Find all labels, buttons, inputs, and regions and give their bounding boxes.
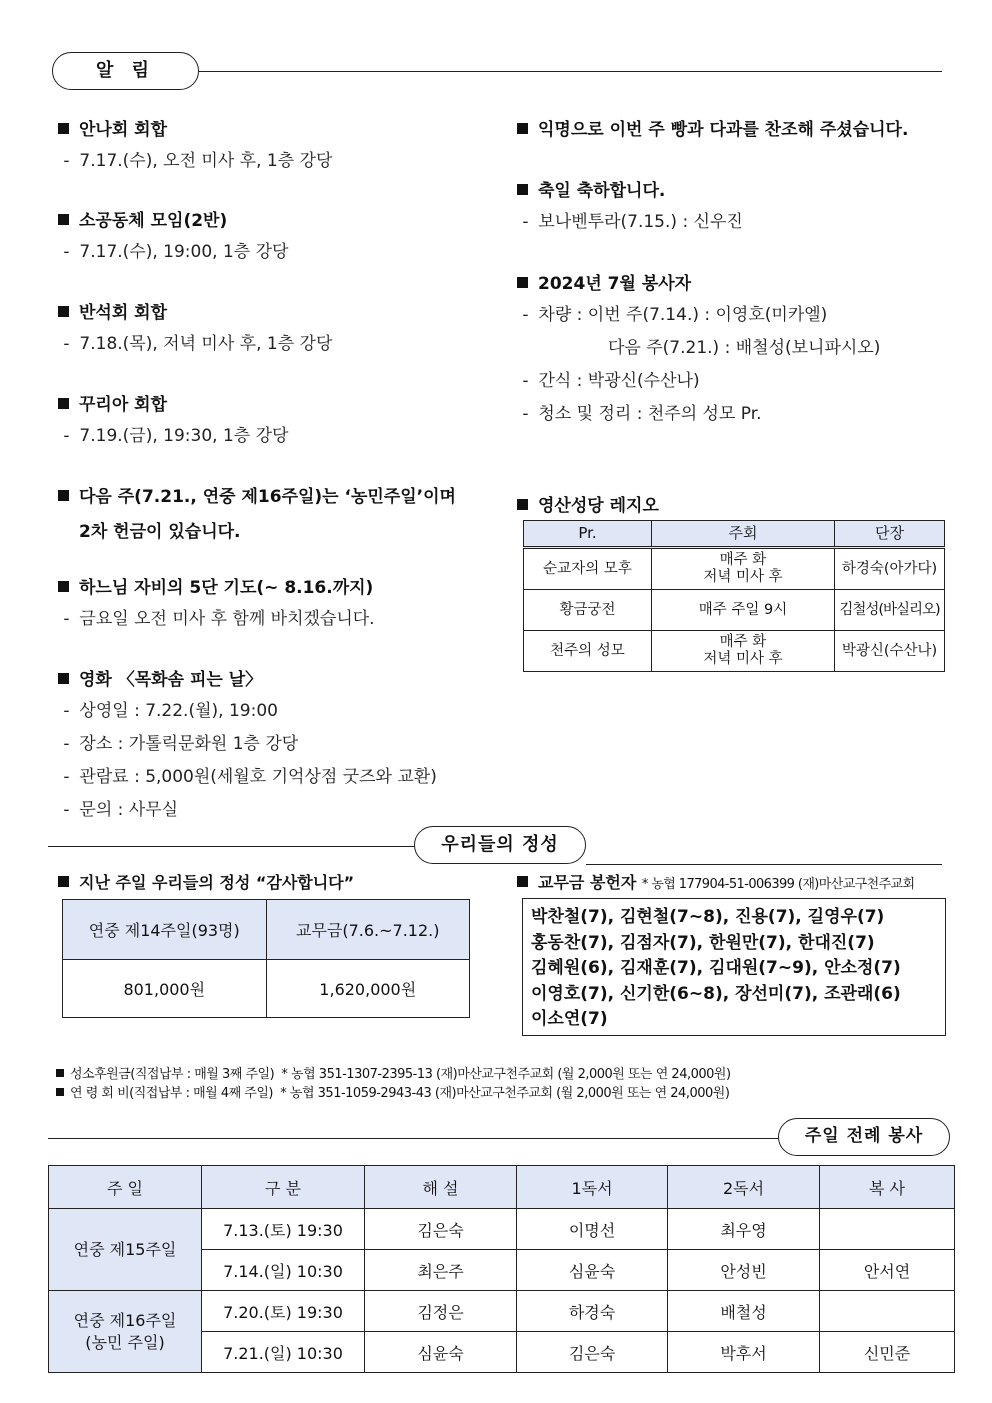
liturgy-week (49, 1291, 202, 1373)
notice-feast: 축일 축하합니다. - 보나벤투라(7.15.) : 신우진 (517, 181, 743, 232)
offering-section-title: 우리들의 정성 (414, 826, 586, 864)
notice-section-title: 알 림 (52, 52, 199, 90)
donors-title (517, 870, 914, 893)
bullet-square-icon (58, 398, 69, 409)
table-row (524, 590, 945, 631)
notice-title: 꾸리아 회합 (79, 395, 168, 415)
notice-title: 2024년 7월 봉사자 (538, 274, 692, 294)
liturgy-time: 7.20.(토) 19:30 (202, 1291, 365, 1332)
liturgy-header-time: 구 분 (202, 1166, 365, 1209)
legio-header-meeting: 주회 (652, 521, 835, 548)
bullet-square-icon (58, 490, 69, 501)
table-row (524, 548, 945, 590)
liturgy-server (820, 1291, 955, 1332)
offering-value-sunday: 801,000원 (63, 960, 267, 1018)
liturgy-header-reading1: 1독서 (517, 1166, 668, 1209)
table-row (49, 1291, 955, 1332)
server-car-next-week: 다음 주(7.21.) : 배철성(보니파시오) (608, 338, 881, 358)
notice-anonymous-donation (517, 115, 908, 140)
server-snack: 간식 : 박광신(수산나) (538, 371, 700, 391)
week-name: 연중 제15주일 (73, 1239, 177, 1259)
meeting-line2: 저녁 미사 후 (703, 651, 783, 667)
legio-meeting (652, 548, 835, 590)
account-note: (직접납부 : 매월 4째 주일) (129, 1086, 273, 1101)
bullet-square-icon (517, 277, 528, 288)
liturgy-reading2: 박후서 (668, 1332, 820, 1373)
notice-anna: 안나회 회합 - 7.17.(수), 오전 미사 후, 1층 강당 (58, 120, 333, 171)
offering-title (58, 870, 354, 893)
liturgy-reading2: 배철성 (668, 1291, 820, 1332)
liturgy-server: 신민준 (820, 1332, 955, 1373)
legio-pr: 순교자의 모후 (524, 548, 652, 590)
liturgy-time: 7.14.(일) 10:30 (202, 1250, 365, 1291)
offering-value-dues: 1,620,000원 (266, 960, 470, 1018)
table-row (49, 1209, 955, 1250)
bullet-square-icon (58, 673, 69, 684)
bullet-square-icon (56, 1069, 64, 1077)
notice-detail: 금요일 오전 미사 후 함께 바치겠습니다. (79, 609, 375, 629)
account-label: 성소후원금 (70, 1067, 131, 1082)
legio-pr: 황금궁전 (524, 590, 652, 631)
liturgy-reading1: 김은숙 (517, 1332, 668, 1373)
notice-detail: 문의 : 사무실 (79, 800, 179, 820)
notice-detail: 7.17.(수), 오전 미사 후, 1층 강당 (79, 151, 333, 171)
notice-movie: 영화 〈목화솜 피는 날〉 - 상영일 : 7.22.(월), 19:00 - 장소 : 가톨릭문화원 1층 강당 - 관람료 : 5,000원(세월호 기억상점 굿즈와 교환) - 문의 : 사무실 (58, 670, 437, 820)
notice-title: 소공동체 모임(2반) (79, 211, 228, 231)
offering-header-sunday: 연중 제14주일(93명) (63, 900, 267, 960)
liturgy-server (820, 1209, 955, 1250)
liturgy-reading1: 이명선 (517, 1209, 668, 1250)
notice-title: 반석회 회합 (79, 303, 168, 323)
account-info: * 농협 351-1059-2943-43 (재)마산교구천주교회 (월 2,000원 또는 연 24,000원) (280, 1086, 730, 1101)
notice-title: 하느님 자비의 5단 기도(~ 8.16.까지) (79, 578, 374, 598)
donor-line: 이소연(7) (531, 1009, 608, 1029)
liturgy-commentary: 김정은 (365, 1291, 517, 1332)
notice-detail: 7.17.(수), 19:00, 1층 강당 (79, 242, 289, 262)
notice-title: 안나회 회합 (79, 120, 168, 140)
liturgy-section-title: 주일 전례 봉사 (778, 1118, 950, 1156)
week-name: 연중 제16주일 (73, 1310, 177, 1330)
notice-title-line2: 2차 헌금이 있습니다. (79, 522, 241, 542)
table-row (524, 631, 945, 672)
liturgy-commentary: 김은숙 (365, 1209, 517, 1250)
bullet-square-icon (517, 184, 528, 195)
meeting-line1: 매주 화 (719, 552, 767, 568)
account-vocation (56, 1063, 731, 1082)
legio-meeting: 매주 주일 9시 (652, 590, 835, 631)
liturgy-header-sunday: 주 일 (49, 1166, 202, 1209)
donor-line: 박찬철(7), 김현철(7~8), 진용(7), 길영우(7) (531, 907, 885, 927)
notice-detail: 상영일 : 7.22.(월), 19:00 (79, 701, 278, 721)
liturgy-reading1: 하경숙 (517, 1291, 668, 1332)
notice-title: 익명으로 이번 주 빵과 다과를 찬조해 주셨습니다. (538, 120, 909, 140)
divider (586, 864, 942, 865)
donors-account: * 농협 177904-51-006399 (재)마산교구천주교회 (641, 877, 915, 892)
notice-farmers-sunday (58, 482, 456, 542)
bullet-square-icon (58, 876, 69, 887)
donor-line: 홍동찬(7), 김점자(7), 한원만(7), 한대진(7) (531, 932, 875, 953)
legio-table (523, 520, 945, 672)
liturgy-table (48, 1165, 955, 1373)
legio-title-text: 영산성당 레지오 (538, 496, 659, 516)
donor-line: 김혜원(6), 김재훈(7), 김대원(7~9), 안소정(7) (531, 958, 901, 978)
liturgy-header-server: 복 사 (820, 1166, 955, 1209)
liturgy-week (49, 1209, 202, 1291)
liturgy-reading2: 최우영 (668, 1209, 820, 1250)
legio-header-leader: 단장 (835, 521, 945, 548)
legio-leader: 박광신(수산나) (835, 631, 945, 672)
account-info: * 농협 351-1307-2395-13 (재)마산교구천주교회 (월 2,000원 또는 연 24,000원) (281, 1067, 731, 1082)
notice-title: 다음 주(7.21., 연중 제16주일)는 ‘농민주일’이며 (79, 487, 456, 507)
liturgy-time: 7.21.(일) 10:30 (202, 1332, 365, 1373)
account-note: (직접납부 : 매월 3째 주일) (130, 1067, 275, 1082)
liturgy-commentary: 최은주 (365, 1250, 517, 1291)
notice-divine-mercy: 하느님 자비의 5단 기도(~ 8.16.까지) - 금요일 오전 미사 후 함께 바치겠습니다. (58, 578, 375, 629)
legio-header-pr: Pr. (524, 521, 652, 548)
notice-detail: 장소 : 가톨릭문화원 1층 강당 (79, 734, 299, 754)
donors-list (522, 898, 946, 1036)
notice-detail: 보나벤투라(7.15.) : 신우진 (538, 212, 743, 232)
divider (199, 71, 942, 72)
meeting-line1: 매주 화 (719, 634, 767, 650)
week-subname: (농민 주일) (85, 1332, 165, 1352)
legio-meeting (652, 631, 835, 672)
liturgy-header-reading2: 2독서 (668, 1166, 820, 1209)
bullet-square-icon (517, 499, 528, 510)
notice-banseok: 반석회 회합 - 7.18.(목), 저녁 미사 후, 1층 강당 (58, 303, 333, 354)
meeting-line2: 저녁 미사 후 (703, 569, 783, 585)
bullet-square-icon (58, 214, 69, 225)
bullet-square-icon (58, 123, 69, 134)
donor-line: 이영호(7), 신기한(6~8), 장선미(7), 조관래(6) (531, 983, 901, 1004)
liturgy-commentary: 심윤숙 (365, 1332, 517, 1373)
server-car-this-week: 차량 : 이번 주(7.14.) : 이영호(미카엘) (538, 305, 828, 325)
bullet-square-icon (56, 1088, 64, 1096)
notice-title: 영화 〈목화솜 피는 날〉 (79, 670, 263, 690)
offering-table (62, 899, 470, 1018)
legio-leader: 하경숙(아가다) (835, 548, 945, 590)
notice-detail: 관람료 : 5,000원(세월호 기억상점 굿즈와 교환) (79, 767, 437, 787)
bullet-square-icon (517, 123, 528, 134)
liturgy-server: 안서연 (820, 1250, 955, 1291)
liturgy-reading1: 심윤숙 (517, 1250, 668, 1291)
offering-title-text: 지난 주일 우리들의 정성 “감사합니다” (79, 873, 355, 892)
bullet-square-icon (58, 581, 69, 592)
notice-detail: 7.18.(목), 저녁 미사 후, 1층 강당 (79, 334, 333, 354)
notice-small-community: 소공동체 모임(2반) - 7.17.(수), 19:00, 1층 강당 (58, 211, 289, 262)
notice-servers: 2024년 7월 봉사자 - 차량 : 이번 주(7.14.) : 이영호(미카엘) 다음 주(7.21.) : 배철성(보니파시오) - 간식 : 박광신(수산나) - 청소 및 정리 : 천주의 성모 Pr. (517, 274, 881, 424)
legio-leader: 김철성(바실리오) (835, 590, 945, 631)
bullet-square-icon (517, 876, 528, 887)
notice-title: 축일 축하합니다. (538, 181, 666, 201)
notice-curia: 꾸리아 회합 - 7.19.(금), 19:30, 1층 강당 (58, 395, 289, 446)
bullet-square-icon (58, 306, 69, 317)
donors-title-text: 교무금 봉헌자 (538, 873, 637, 892)
account-label: 연 령 회 비 (70, 1086, 130, 1101)
offering-header-dues: 교무금(7.6.~7.12.) (266, 900, 470, 960)
divider (48, 1138, 778, 1139)
legio-pr: 천주의 성모 (524, 631, 652, 672)
divider (48, 846, 415, 847)
legio-title (517, 491, 659, 516)
liturgy-time: 7.13.(토) 19:30 (202, 1209, 365, 1250)
liturgy-reading2: 안성빈 (668, 1250, 820, 1291)
account-funeral (56, 1082, 729, 1101)
server-cleaning: 청소 및 정리 : 천주의 성모 Pr. (538, 404, 762, 424)
liturgy-header-commentary: 해 설 (365, 1166, 517, 1209)
notice-detail: 7.19.(금), 19:30, 1층 강당 (79, 426, 289, 446)
